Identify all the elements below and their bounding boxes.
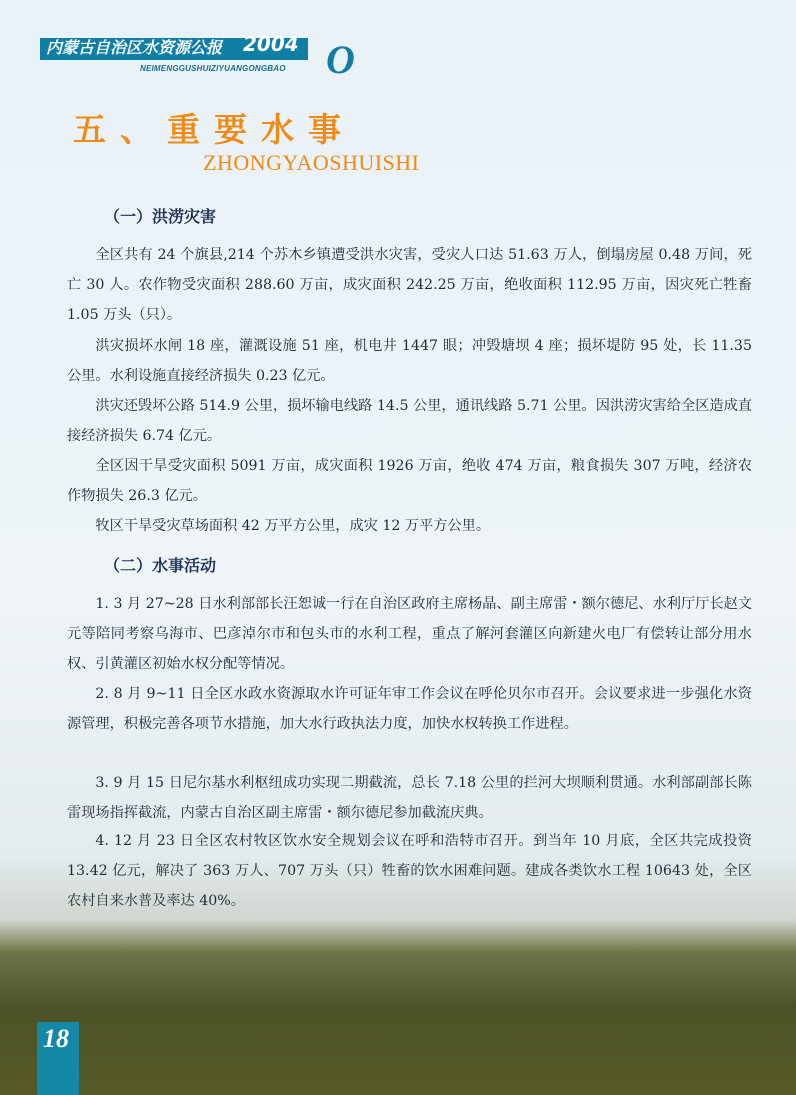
section-title: 五、重要水事 — [73, 110, 355, 149]
page-number: 18 — [43, 1024, 69, 1053]
report-title: 内蒙古自治区水资源公报 — [46, 38, 223, 57]
section-pinyin: ZHONGYAOSHUISHI — [203, 150, 420, 175]
header-letter-logo: O — [326, 37, 355, 82]
flood-paragraph: 洪灾还毁坏公路 514.9 公里，损坏输电线路 14.5 公里，通讯线路 5.71 公里。因洪涝灾害给全区造成直接经济损失 6.74 亿元。 — [67, 398, 752, 444]
report-subtitle-pinyin: NEIMENGGUSHUIZIYUANGONGBAO — [140, 64, 286, 73]
water-affairs-heading: （二）水事活动 — [104, 556, 217, 575]
water-affairs-item: 1. 3 月 27~28 日水利部部长汪恕诚一行在自治区政府主席杨晶、副主席雷・额尔德尼、水利厅厅长赵文元等陪同考察乌海市、巴彦淖尔市和包头市的水利工程，重点了解河套灌区向新建火电厂有偿转让部分用水权、引黄灌区初始水权分配等情况。 — [67, 596, 752, 672]
flood-heading: （一）洪涝灾害 — [104, 207, 217, 226]
report-year: 2004 — [243, 32, 299, 56]
water-affairs-item: 2. 8 月 9~11 日全区水政水资源取水许可证年审工作会议在呼伦贝尔市召开。会议要求进一步强化水资源管理，积极完善各项节水措施，加大水行政执法力度，加快水权转换工作进程。 — [67, 686, 752, 732]
drought-paragraph: 全区因干旱受灾面积 5091 万亩，成灾面积 1926 万亩，绝收 474 万亩，粮食损失 307 万吨，经济农作物损失 26.3 亿元。 — [67, 458, 752, 504]
flood-paragraph: 全区共有 24 个旗县,214 个苏木乡镇遭受洪水灾害，受灾人口达 51.63 万人，倒塌房屋 0.48 万间，死亡 30 人。农作物受灾面积 288.60 万亩，成灾面积 242.25 万亩，绝收面积 112.95 万亩，因灾死亡牲畜 1.05 万头（只）。 — [67, 247, 752, 323]
pasture-drought-paragraph: 牧区干旱受灾草场面积 42 万平方公里，成灾 12 万平方公里。 — [95, 518, 491, 534]
flood-paragraph: 洪灾损坏水闸 18 座，灌溉设施 51 座，机电井 1447 眼；冲毁塘坝 4 座；损坏堤防 95 处，长 11.35 公里。水利设施直接经济损失 0.23 亿元。 — [67, 338, 752, 384]
water-affairs-item: 4. 12 月 23 日全区农村牧区饮水安全规划会议在呼和浩特市召开。到当年 10 月底，全区共完成投资 13.42 亿元，解决了 363 万人、707 万头（只）牲畜的饮水困难问题。建成各类饮水工程 10643 处，全区农村自来水普及率达 40%。 — [67, 833, 752, 909]
water-affairs-item: 3. 9 月 15 日尼尔基水利枢纽成功实现二期截流，总长 7.18 公里的拦河大坝顺利贯通。水利部副部长陈雷现场指挥截流，内蒙古自治区副主席雷・额尔德尼参加截流庆典。 — [67, 775, 752, 821]
